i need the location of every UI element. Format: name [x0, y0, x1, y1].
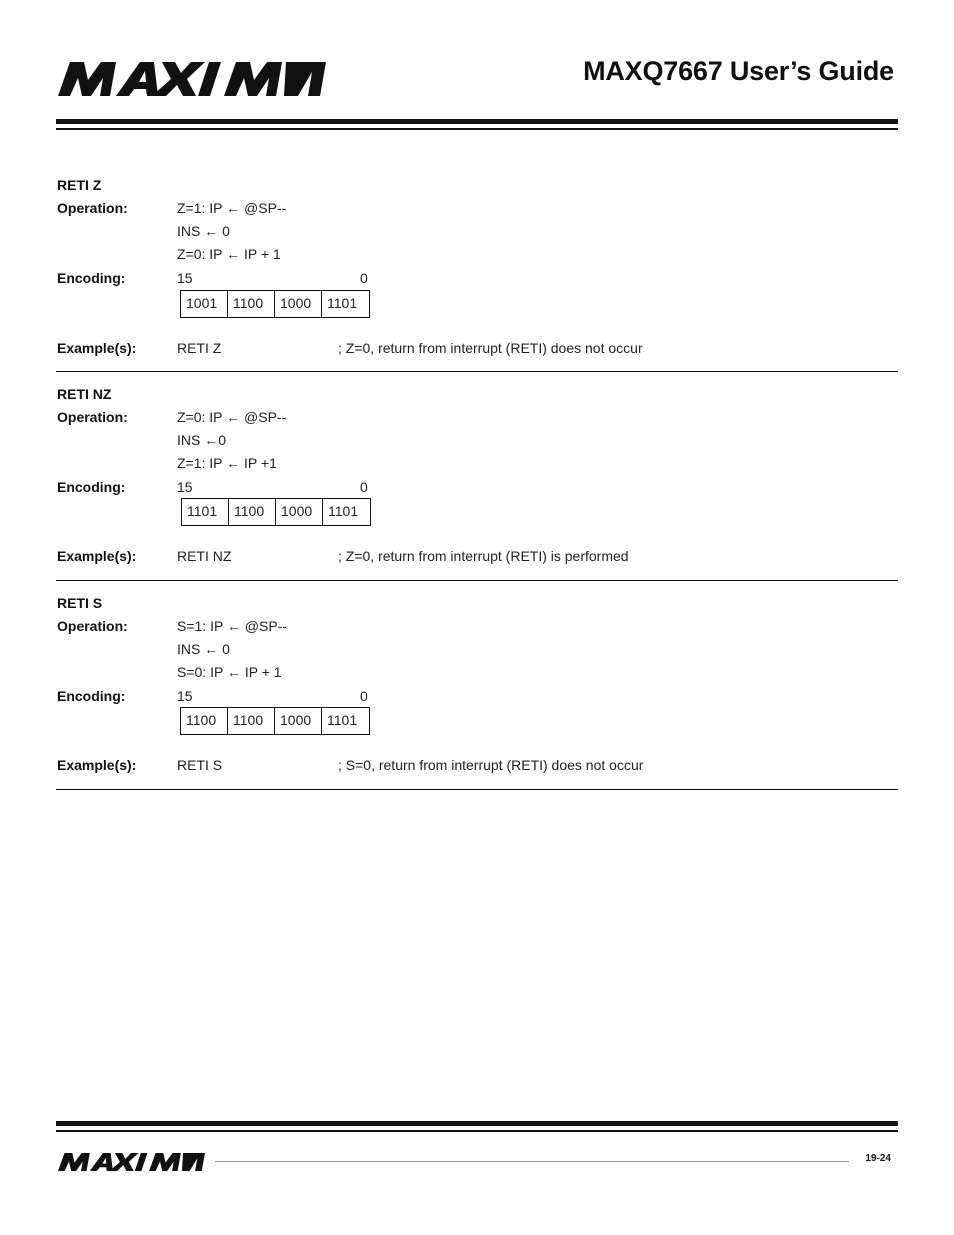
example-code: RETI NZ [177, 548, 232, 564]
instruction-name: RETI Z [57, 177, 102, 193]
encoding-nibble: 1100 [229, 499, 276, 525]
example-comment: ; S=0, return from interrupt (RETI) does not occur [338, 757, 644, 773]
footer-rule-thick [56, 1121, 898, 1126]
encoding-nibble: 1101 [327, 712, 358, 728]
operation-line: INS ← 0 [177, 641, 230, 657]
operation-line: S=1: IP ← @SP-- [177, 618, 288, 634]
operation-line: S=0: IP ← IP + 1 [177, 664, 282, 680]
example-comment: ; Z=0, return from interrupt (RETI) does not occur [338, 340, 643, 356]
entry-divider [56, 580, 898, 581]
encoding-nibble: 1101 [327, 295, 358, 311]
encoding-bit-high: 15 [177, 688, 193, 704]
encoding-nibble: 1000 [275, 708, 322, 734]
operation-line: Z=0: IP ← @SP-- [177, 409, 287, 425]
footer-maxim-logo-mark [58, 1153, 205, 1171]
operation-label: Operation: [57, 409, 128, 425]
encoding-nibble: 1101 [328, 503, 359, 519]
footer-divider [215, 1161, 849, 1162]
operation-line: INS ← 0 [177, 223, 230, 239]
header-rule-thin [56, 128, 898, 130]
operation-label: Operation: [57, 618, 128, 634]
encoding-nibble: 1000 [276, 499, 323, 525]
document-title: MAXQ7667 User’s Guide [583, 56, 894, 86]
footer-rule-thin [56, 1130, 898, 1132]
example-code: RETI Z [177, 340, 222, 356]
operation-line: INS ←0 [177, 432, 227, 448]
instruction-name: RETI S [57, 595, 103, 611]
encoding-nibble: 1101 [182, 499, 229, 525]
encoding-label: Encoding: [57, 688, 126, 704]
entry-divider [56, 371, 898, 372]
encoding-nibble: 1000 [275, 291, 322, 317]
examples-label: Example(s): [57, 340, 137, 356]
operation-line: Z=1: IP ← @SP-- [177, 200, 287, 216]
encoding-table [181, 498, 371, 526]
encoding-bit-low: 0 [360, 688, 368, 704]
instruction-entry-reti-nz [57, 385, 898, 581]
encoding-table [180, 707, 370, 735]
encoding-bit-low: 0 [360, 479, 368, 495]
encoding-table [180, 290, 370, 318]
entry-divider [56, 789, 898, 790]
encoding-nibble: 1001 [181, 291, 228, 317]
encoding-bit-high: 15 [177, 270, 193, 286]
example-comment: ; Z=0, return from interrupt (RETI) is performed [338, 548, 629, 564]
encoding-label: Encoding: [57, 479, 126, 495]
examples-label: Example(s): [57, 548, 137, 564]
operation-label: Operation: [57, 200, 128, 216]
operation-line: Z=0: IP ← IP + 1 [177, 246, 281, 262]
maxim-logo-mark [58, 62, 326, 96]
encoding-label: Encoding: [57, 270, 126, 286]
examples-label: Example(s): [57, 757, 137, 773]
encoding-bit-low: 0 [360, 270, 368, 286]
example-code: RETI S [177, 757, 223, 773]
instruction-name: RETI NZ [57, 386, 112, 402]
operation-line: Z=1: IP ← IP +1 [177, 455, 277, 471]
footer-maxim-logo [58, 1153, 205, 1171]
encoding-bit-high: 15 [177, 479, 193, 495]
instruction-entry-reti-z [57, 176, 898, 372]
page-number: 19-24 [865, 1153, 891, 1164]
encoding-nibble: 1100 [228, 708, 275, 734]
encoding-nibble: 1100 [181, 708, 228, 734]
maxim-logo [58, 62, 326, 96]
encoding-nibble: 1100 [228, 291, 275, 317]
header-rule-thick [56, 119, 898, 124]
instruction-entry-reti-s [57, 594, 898, 790]
